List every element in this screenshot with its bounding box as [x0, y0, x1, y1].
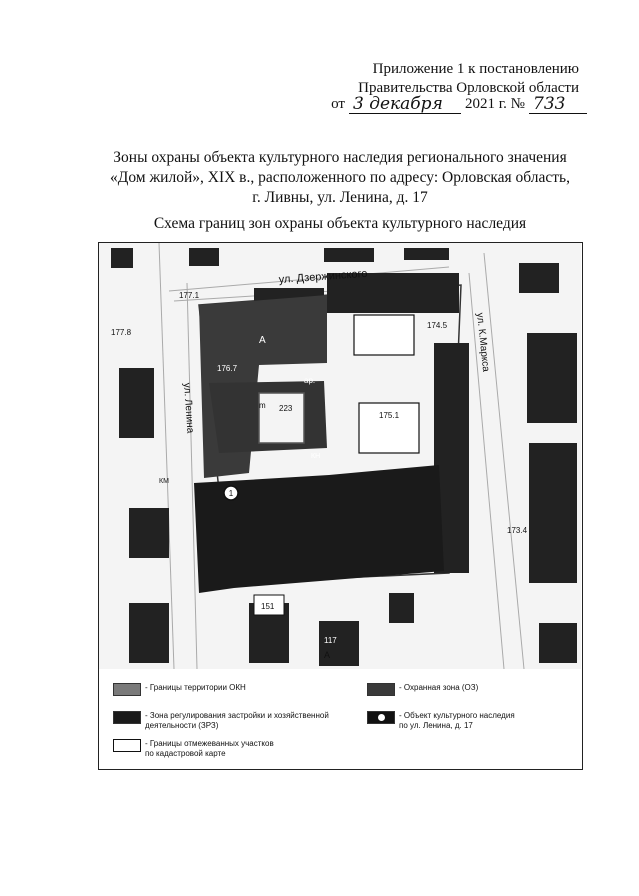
from-label: от	[331, 96, 345, 112]
building	[527, 333, 577, 423]
handwritten-number: 733	[529, 95, 587, 114]
map-label-number: 223	[279, 404, 293, 413]
object-marker-label: 1	[228, 489, 234, 498]
title-line-1: Зоны охраны объекта культурного наследия регионального значения	[113, 149, 567, 166]
legend-zrz-line-1: - Зона регулирования застройки и хозяйственной	[145, 711, 329, 720]
building	[189, 248, 219, 266]
building	[129, 508, 169, 558]
elevation-label: 175.1	[379, 411, 400, 420]
map-label-a: А	[259, 335, 266, 346]
legend-object-swatch	[367, 711, 395, 724]
legend-oz-swatch	[367, 683, 395, 696]
building	[539, 623, 577, 663]
map-label-a: А	[324, 650, 331, 660]
legend-cadastral	[113, 739, 274, 759]
legend-cadastral-label	[145, 739, 274, 759]
elevation-label: 176.7	[217, 364, 238, 373]
street-lenina: ул. Ленина	[181, 382, 196, 434]
appendix-line-1: Приложение 1 к постановлению	[372, 61, 579, 77]
building	[529, 443, 577, 583]
legend-okn-label: - Границы территории ОКН	[145, 683, 246, 692]
building	[111, 248, 133, 268]
street-dzerzhinsky: ул. Дзержинского	[278, 267, 368, 286]
building	[404, 248, 449, 260]
legend-zrz-swatch	[113, 711, 141, 724]
okn-territory	[259, 393, 304, 443]
elevation-label: 174.5	[427, 321, 448, 330]
legend-object	[367, 711, 515, 731]
elevation-label: 177.1	[179, 291, 200, 300]
legend-okn-swatch	[113, 683, 141, 696]
map-label-m: m	[259, 401, 266, 410]
title-line-3: г. Ливны, ул. Ленина, д. 17	[252, 189, 428, 206]
legend-object-line-2: по ул. Ленина, д. 17	[399, 721, 473, 730]
legend-zrz-line-2: деятельности (ЗРЗ)	[145, 721, 219, 730]
scheme-subtitle: Схема границ зон охраны объекта культурного наследия	[153, 215, 527, 232]
map-frame	[98, 242, 583, 770]
legend-cadastral-line-1: - Границы отмежеванных участков	[145, 739, 274, 748]
appendix-line-2: Правительства Орловской области	[358, 80, 579, 96]
map-label-kn: КН	[311, 453, 321, 460]
site-plan-map	[99, 243, 581, 669]
elevation-label: 177.8	[111, 328, 132, 337]
elevation-label: 173.4	[507, 526, 528, 535]
title-line-2: «Дом жилой», XIX в., расположенного по адресу: Орловская область,	[110, 169, 570, 186]
legend-object-label	[399, 711, 515, 731]
map-label-km: КМ	[159, 478, 169, 485]
map-label-number: 151	[261, 602, 275, 611]
legend-zrz-label	[145, 711, 329, 731]
appendix-date-line	[331, 95, 587, 114]
building	[519, 263, 559, 293]
legend-cadastral-line-2: по кадастровой карте	[145, 749, 226, 758]
handwritten-date: 3 декабря	[349, 95, 461, 114]
map-label-ar: ар.	[304, 376, 316, 385]
legend-oz	[367, 683, 478, 696]
street-marx: ул. К.Маркса	[474, 312, 492, 373]
legend-oz-label: - Охранная зона (ОЗ)	[399, 683, 479, 692]
cadastral-plot	[354, 315, 414, 355]
zrz-zone	[194, 465, 444, 593]
legend-cadastral-swatch	[113, 739, 141, 752]
legend-object-line-1: - Объект культурного наследия	[399, 711, 515, 720]
map-label-number: 117	[324, 636, 337, 645]
building	[389, 593, 414, 623]
legend-okn	[113, 683, 246, 696]
building	[119, 368, 154, 438]
year-label: 2021 г. №	[464, 96, 525, 112]
legend-zrz	[113, 711, 329, 731]
building	[129, 603, 169, 663]
building	[324, 248, 374, 262]
